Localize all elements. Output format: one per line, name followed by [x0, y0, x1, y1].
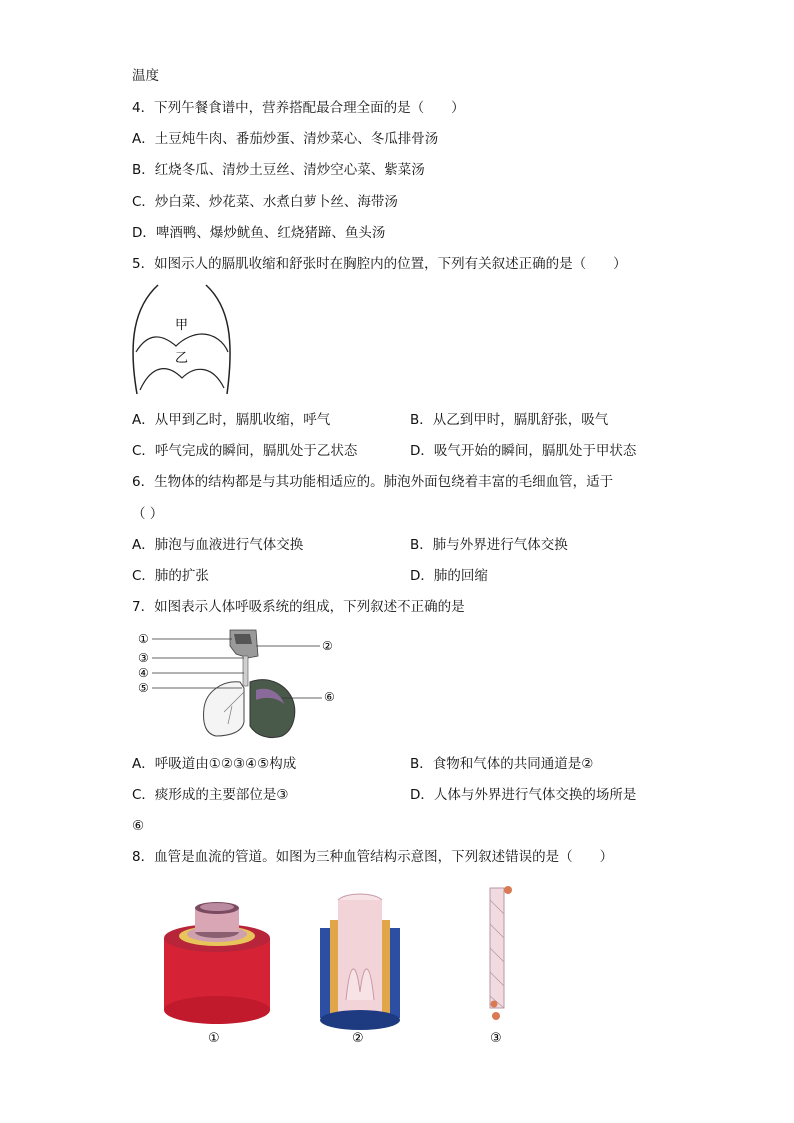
diaphragm-figure — [128, 282, 238, 397]
q4-stem: 4．下列午餐食谱中，营养搭配最合理全面的是（ ） — [132, 100, 465, 116]
artery-drawing — [164, 902, 270, 1024]
label-6: ⑥ — [324, 690, 335, 704]
label-1: ① — [138, 632, 149, 646]
vessel-label-3: ③ — [490, 1031, 502, 1046]
q6-stem: 6．生物体的结构都是与其功能相适应的。肺泡外面包绕着丰富的毛细血管，适于 — [132, 474, 614, 490]
q5-option-d: D．吸气开始的瞬间，膈肌处于甲状态 — [410, 443, 637, 459]
q7-stem: 7．如图表示人体呼吸系统的组成，下列叙述不正确的是 — [132, 599, 465, 615]
q4-option-a: A．土豆炖牛肉、番茄炒蛋、清炒菜心、冬瓜排骨汤 — [132, 131, 439, 147]
label-4: ④ — [138, 666, 149, 680]
respiratory-system-figure — [132, 626, 352, 741]
q4-option-c: C．炒白菜、炒花菜、水煮白萝卜丝、海带汤 — [132, 194, 398, 210]
q6-option-c: C．肺的扩张 — [132, 568, 209, 584]
q5-stem: 5．如图示人的膈肌收缩和舒张时在胸腔内的位置，下列有关叙述正确的是（ ） — [132, 256, 627, 272]
q7-option-d: D．人体与外界进行气体交换的场所是 — [410, 787, 637, 803]
label-yi: 乙 — [175, 351, 189, 366]
label-3: ③ — [138, 651, 149, 665]
vein-drawing — [320, 894, 400, 1030]
top-word: 温度 — [132, 68, 159, 84]
label-2: ② — [322, 639, 333, 653]
label-jia: 甲 — [175, 318, 189, 333]
q6-option-a: A．肺泡与血液进行气体交换 — [132, 537, 304, 553]
q5-option-b: B．从乙到甲时，膈肌舒张，吸气 — [410, 412, 609, 428]
q7-option-c: C．痰形成的主要部位是③ — [132, 787, 289, 803]
q7-option-b: B．食物和气体的共同通道是② — [410, 756, 594, 772]
q6-stem-cont: （ ） — [132, 506, 164, 522]
vessel-label-1: ① — [208, 1031, 220, 1046]
vessel-label-2: ② — [352, 1031, 364, 1046]
q4-option-d: D．啤酒鸭、爆炒鱿鱼、红烧猪蹄、鱼头汤 — [132, 225, 386, 241]
q4-option-b: B．红烧冬瓜、清炒土豆丝、清炒空心菜、紫菜汤 — [132, 162, 425, 178]
q7-option-a: A．呼吸道由①②③④⑤构成 — [132, 756, 297, 772]
q8-stem: 8．血管是血流的管道。如图为三种血管结构示意图，下列叙述错误的是（ ） — [132, 849, 614, 865]
blood-vessels-figure — [150, 880, 530, 1050]
q5-option-c: C．呼气完成的瞬间，膈肌处于乙状态 — [132, 443, 358, 459]
q7-option-d-cont: ⑥ — [132, 818, 145, 834]
capillary-drawing — [490, 886, 512, 1020]
q6-option-b: B．肺与外界进行气体交换 — [410, 537, 568, 553]
q5-option-a: A．从甲到乙时，膈肌收缩，呼气 — [132, 412, 331, 428]
label-5: ⑤ — [138, 681, 149, 695]
q6-option-d: D．肺的回缩 — [410, 568, 488, 584]
